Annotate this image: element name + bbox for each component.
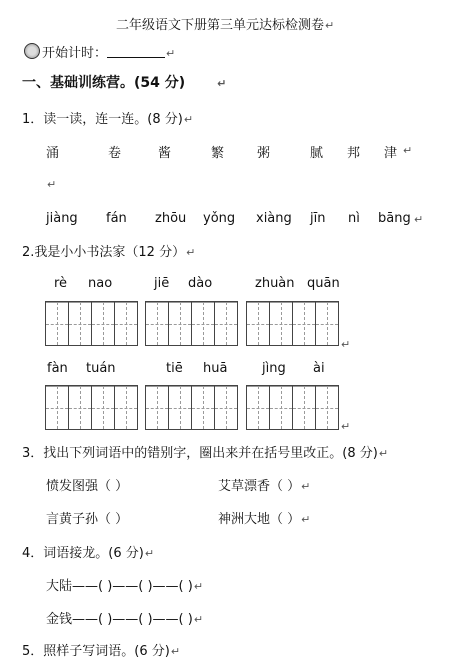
paragraph-mark: ↵ — [166, 47, 176, 60]
pinyin-item: rè — [54, 276, 68, 291]
writing-grid[interactable] — [145, 301, 238, 346]
pinyin-item: ài — [313, 361, 325, 376]
pinyin-item[interactable]: fán — [106, 211, 127, 226]
grid-cell[interactable] — [69, 386, 92, 429]
paragraph-mark: ↵ — [341, 420, 351, 433]
grid-cell[interactable] — [192, 302, 215, 345]
grid-cell[interactable] — [146, 386, 169, 429]
pinyin-item: fàn — [47, 361, 68, 376]
paragraph-mark: ↵ — [217, 77, 227, 90]
writing-grid[interactable] — [145, 385, 238, 430]
grid-cell[interactable] — [215, 302, 237, 345]
grid-cell[interactable] — [169, 386, 192, 429]
word-chain-text: 金钱——( )——( )——( ) — [46, 612, 193, 627]
paragraph-mark: ↵ — [47, 178, 57, 191]
pinyin-item: zhuàn — [255, 276, 295, 291]
question-text: 2.我是小小书法家（12 分） — [22, 245, 186, 260]
paragraph-mark: ↵ — [183, 113, 194, 126]
character-item[interactable]: 卷 — [108, 146, 122, 161]
pinyin-item: dào — [188, 276, 213, 291]
grid-cell[interactable] — [92, 386, 115, 429]
paragraph-mark: ↵ — [301, 513, 311, 526]
character-item[interactable]: 津 — [384, 146, 398, 161]
grid-cell[interactable] — [115, 302, 137, 345]
grid-cell[interactable] — [169, 302, 192, 345]
grid-cell[interactable] — [46, 386, 69, 429]
paragraph-mark: ↵ — [341, 338, 351, 351]
pinyin-item[interactable]: jiàng — [46, 211, 78, 226]
paragraph-mark: ↵ — [186, 246, 196, 259]
character-item[interactable]: 腻 — [310, 146, 324, 161]
question-5-label — [22, 640, 180, 659]
paragraph-mark: ↵ — [378, 447, 389, 460]
timer-line — [24, 42, 175, 61]
grid-cell[interactable] — [270, 302, 293, 345]
q3-item-text: 愤发图强（ ） — [46, 479, 129, 494]
title-text: 二年级语文下册第三单元达标检测卷 — [116, 18, 325, 33]
question-text: 1．读一读，连一连。(8 分) — [22, 112, 183, 127]
question-text: 4．词语接龙。(6 分) — [22, 546, 144, 561]
q3-item[interactable] — [218, 508, 310, 527]
word-chain-line[interactable] — [46, 575, 203, 594]
character-item[interactable]: 繁 — [211, 146, 225, 161]
paragraph-mark: ↵ — [193, 613, 204, 626]
pinyin-item[interactable]: yǒng — [203, 211, 236, 226]
pinyin-item: nao — [88, 276, 113, 291]
paragraph-mark: ↵ — [325, 19, 335, 32]
question-1-label — [22, 108, 193, 127]
q3-item[interactable] — [46, 475, 128, 494]
grid-cell[interactable] — [215, 386, 237, 429]
grid-cell[interactable] — [293, 386, 316, 429]
q3-item[interactable] — [46, 508, 128, 527]
q3-item-text: 神洲大地（ ） — [218, 512, 301, 527]
pinyin-item[interactable]: zhōu — [155, 211, 187, 226]
writing-grid[interactable] — [45, 385, 138, 430]
grid-cell[interactable] — [192, 386, 215, 429]
writing-grid[interactable] — [246, 301, 339, 346]
grid-cell[interactable] — [92, 302, 115, 345]
pinyin-item: jiē — [154, 276, 170, 291]
grid-cell[interactable] — [293, 302, 316, 345]
paragraph-mark: ↵ — [301, 480, 311, 493]
pinyin-item[interactable]: xiàng — [256, 211, 292, 226]
question-4-label — [22, 542, 154, 561]
question-text: 5．照样子写词语。(6 分) — [22, 644, 170, 659]
grid-cell[interactable] — [69, 302, 92, 345]
writing-grid[interactable] — [45, 301, 138, 346]
section-heading — [22, 72, 226, 92]
pinyin-item[interactable]: jīn — [310, 211, 326, 226]
page-title — [116, 14, 334, 33]
pinyin-item[interactable]: bāng — [378, 211, 411, 226]
timer-blank[interactable] — [107, 45, 165, 58]
paragraph-mark: ↵ — [414, 213, 424, 226]
q3-item[interactable] — [218, 475, 310, 494]
question-text: 3．找出下列词语中的错别字，圈出来并在括号里改正。(8 分) — [22, 446, 378, 461]
paragraph-mark: ↵ — [170, 645, 181, 658]
clock-icon — [24, 43, 40, 59]
grid-cell[interactable] — [247, 302, 270, 345]
pinyin-item[interactable]: nì — [348, 211, 360, 226]
pinyin-item: quān — [307, 276, 340, 291]
character-item[interactable]: 粥 — [257, 146, 271, 161]
character-item[interactable]: 邦 — [347, 146, 361, 161]
pinyin-item: huā — [203, 361, 228, 376]
pinyin-item: tiē — [166, 361, 183, 376]
paragraph-mark: ↵ — [144, 547, 155, 560]
writing-grid[interactable] — [246, 385, 339, 430]
word-chain-text: 大陆——( )——( )——( ) — [46, 579, 193, 594]
section-title: 一、基础训练营。(54 分) — [22, 75, 186, 91]
pinyin-item: tuán — [86, 361, 116, 376]
grid-cell[interactable] — [316, 302, 338, 345]
grid-cell[interactable] — [115, 386, 137, 429]
grid-cell[interactable] — [247, 386, 270, 429]
character-item[interactable]: 酱 — [158, 146, 172, 161]
grid-cell[interactable] — [146, 302, 169, 345]
grid-cell[interactable] — [46, 302, 69, 345]
grid-cell[interactable] — [316, 386, 338, 429]
word-chain-line[interactable] — [46, 608, 203, 627]
question-2-label — [22, 241, 195, 260]
q3-item-text: 言黄子孙（ ） — [46, 512, 129, 527]
pinyin-item: jìng — [262, 361, 286, 376]
grid-cell[interactable] — [270, 386, 293, 429]
paragraph-mark: ↵ — [403, 144, 413, 157]
timer-label: 开始计时： — [42, 46, 108, 61]
paragraph-mark: ↵ — [193, 580, 204, 593]
question-3-label — [22, 442, 388, 461]
character-item[interactable]: 涌 — [46, 146, 60, 161]
q3-item-text: 艾草漂香（ ） — [218, 479, 301, 494]
